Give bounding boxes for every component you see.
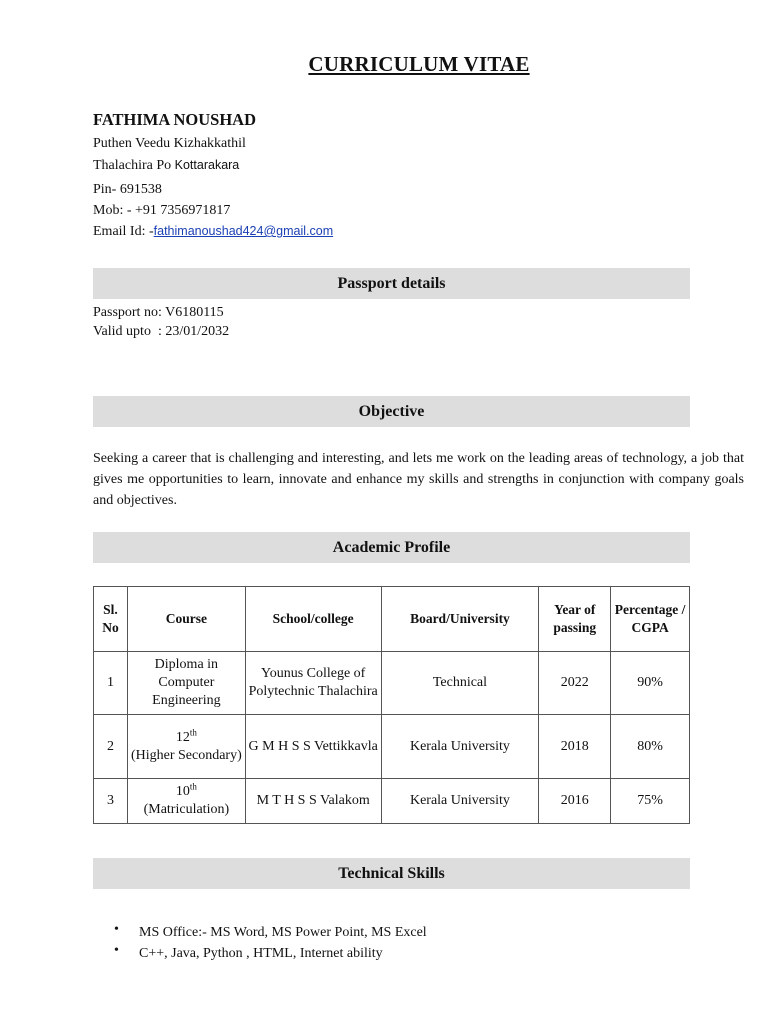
address-post-office: Thalachira Po xyxy=(93,158,175,173)
academic-table xyxy=(93,586,690,824)
cell-year: 2022 xyxy=(539,652,611,715)
cell-course: Diploma in Computer Engineering xyxy=(127,652,245,715)
email-line xyxy=(93,224,333,240)
header-percentage: Percentage /CGPA xyxy=(611,587,690,652)
skills-heading: Technical Skills xyxy=(93,858,690,889)
cell-board: Kerala University xyxy=(381,779,539,824)
course-level: 12 xyxy=(175,729,190,745)
header-sl-no: Sl. No xyxy=(94,587,128,652)
objective-text: Seeking a career that is challenging and interesting, and lets me work on the leading areas of technology, a job that gives me opportunities to learn, innovate and enhance my skills and strengths in conjunction with company goals and objectives. xyxy=(93,451,744,508)
document-title: CURRICULUM VITAE xyxy=(308,52,530,76)
header-course: Course xyxy=(127,587,245,652)
course-ordinal: th xyxy=(189,781,197,792)
table-header-row xyxy=(94,587,690,652)
bullet-icon: • xyxy=(114,922,119,937)
email-label: Email Id: - xyxy=(93,224,154,239)
header-year: Year of passing xyxy=(539,587,611,652)
cell-sl: 2 xyxy=(94,715,128,779)
objective-heading: Objective xyxy=(93,396,690,427)
cell-course xyxy=(127,779,245,824)
list-item xyxy=(114,922,714,945)
cell-school: M T H S S Valakom xyxy=(245,779,381,824)
address-line-2 xyxy=(93,158,239,174)
cell-school: G M H S S Vettikkavla xyxy=(245,715,381,779)
passport-heading: Passport details xyxy=(93,268,690,299)
cell-percentage: 75% xyxy=(611,779,690,824)
table-row xyxy=(94,779,690,824)
skill-text: MS Office:- MS Word, MS Power Point, MS Excel xyxy=(139,925,427,940)
cell-board: Technical xyxy=(381,652,539,715)
skill-text: C++, Java, Python , HTML, Internet ability xyxy=(139,946,383,961)
course-name: (Higher Secondary) xyxy=(130,747,242,763)
bullet-icon: • xyxy=(114,943,119,958)
header-board: Board/University xyxy=(381,587,539,652)
cell-sl: 1 xyxy=(94,652,128,715)
course-level: 10 xyxy=(175,784,190,799)
candidate-name: FATHIMA NOUSHAD xyxy=(93,110,257,129)
cell-year: 2018 xyxy=(539,715,611,779)
table-row xyxy=(94,652,690,715)
email-link[interactable]: fathimanoushad424@gmail.com xyxy=(153,224,334,238)
cell-sl: 3 xyxy=(94,779,128,824)
course-name: (Matriculation) xyxy=(143,802,230,817)
passport-number: Passport no: V6180115 xyxy=(93,305,224,320)
cell-percentage: 90% xyxy=(611,652,690,715)
course-ordinal: th xyxy=(189,726,197,737)
address-line-1: Puthen Veedu Kizhakkathil xyxy=(93,136,246,151)
mobile-number: Mob: - +91 7356971817 xyxy=(93,203,231,218)
passport-validity: Valid upto : 23/01/2032 xyxy=(93,324,230,339)
cell-board: Kerala University xyxy=(381,715,539,779)
pin-code: Pin- 691538 xyxy=(93,182,162,197)
address-city: Kottarakara xyxy=(174,158,240,172)
academic-heading: Academic Profile xyxy=(93,532,690,563)
cell-percentage: 80% xyxy=(611,715,690,779)
cell-year: 2016 xyxy=(539,779,611,824)
cell-course xyxy=(127,715,245,779)
list-item xyxy=(114,943,714,966)
table-row xyxy=(94,715,690,779)
cell-school: Younus College of Polytechnic Thalachira xyxy=(245,652,381,715)
header-school: School/college xyxy=(245,587,381,652)
